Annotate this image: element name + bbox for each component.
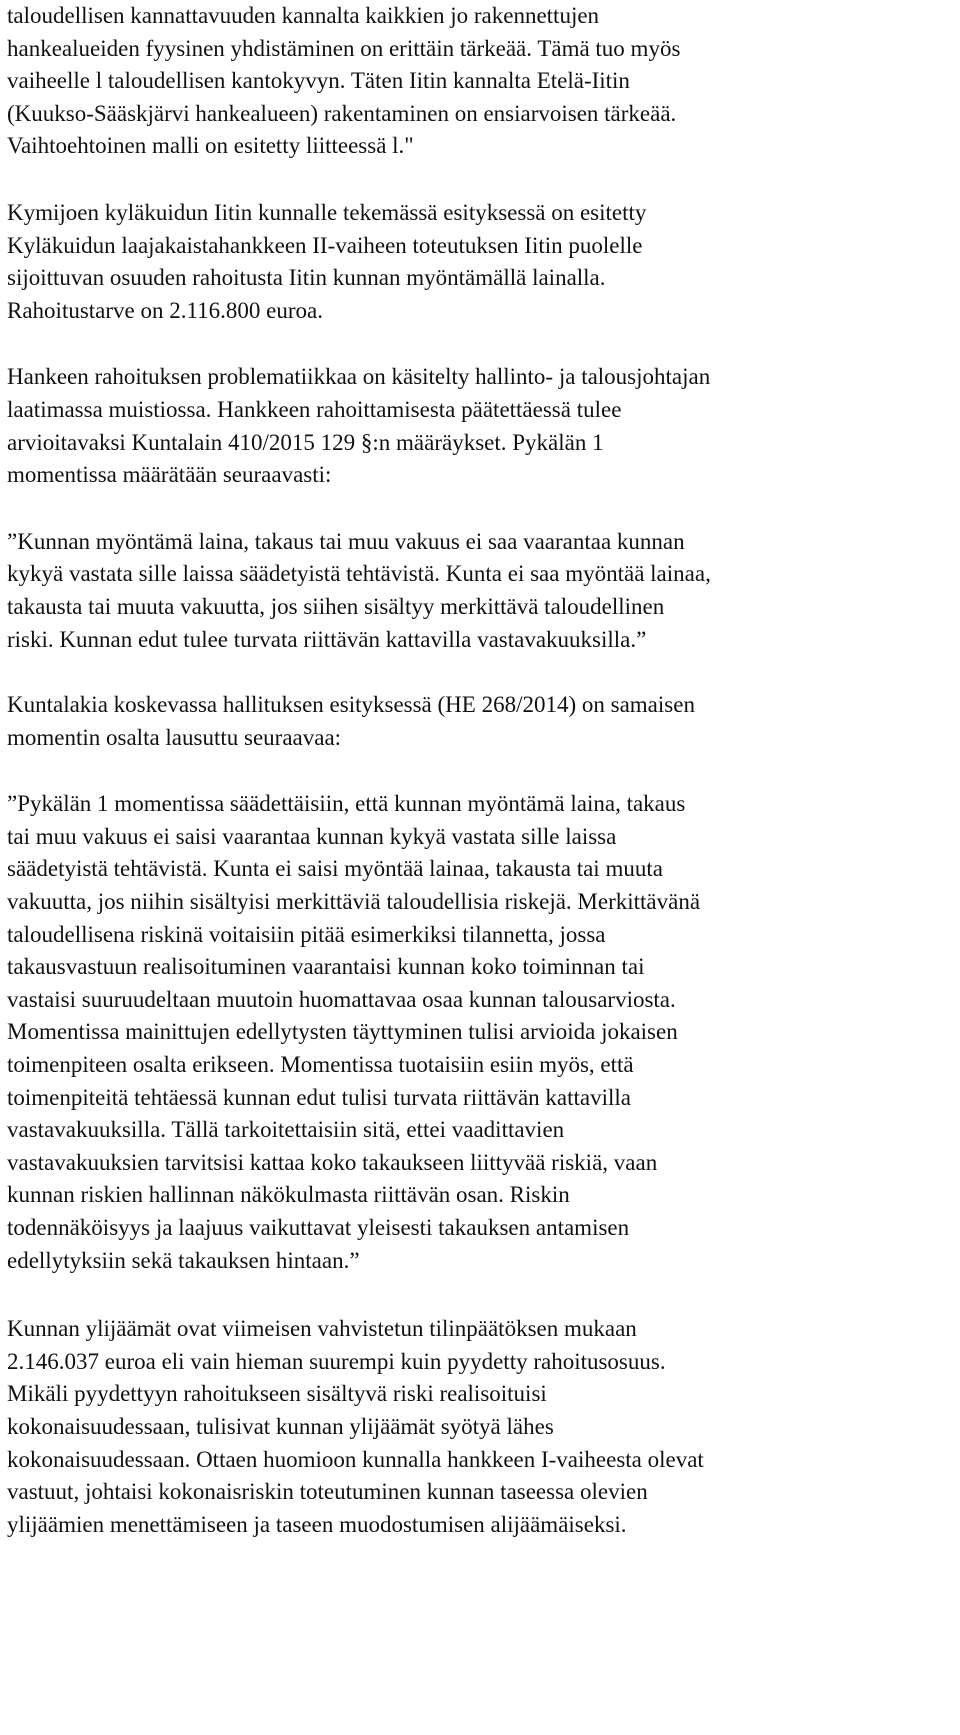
- text-line: tai muu vakuus ei saisi vaarantaa kunnan kykyä vastata sille laissa: [7, 823, 617, 849]
- text-line: Vaihtoehtoinen malli on esitetty liitteessä l.": [7, 133, 414, 159]
- text-line: vastuut, johtaisi kokonaisriskin toteutuminen kunnan taseessa olevien: [7, 1479, 648, 1505]
- text-line: Momentissa mainittujen edellytysten täyttyminen tulisi arvioida jokaisen: [7, 1019, 678, 1045]
- paragraph-gap: [7, 492, 960, 526]
- paragraph-gap: [7, 1277, 960, 1313]
- text-line: ”Kunnan myöntämä laina, takaus tai muu vakuus ei saa vaarantaa kunnan: [7, 528, 685, 554]
- text-line: kokonaisuudessaan, tulisivat kunnan ylijäämät syötyä lähes: [7, 1413, 554, 1439]
- paragraph-gap: [7, 754, 960, 788]
- text-line: edellytyksiin sekä takauksen hintaan.”: [7, 1247, 360, 1273]
- text-line: takausvastuun realisoituminen vaarantaisi kunnan koko toiminnan tai: [7, 954, 645, 980]
- text-line: Kunnan ylijäämät ovat viimeisen vahvistetun tilinpäätöksen mukaan: [7, 1316, 637, 1342]
- document-body: [7, 0, 960, 1541]
- text-line: vaiheelle l taloudellisen kantokyvyn. Täten Iitin kannalta Etelä-Iitin: [7, 68, 630, 94]
- paragraph-gap: [7, 163, 960, 197]
- text-line: kykyä vastata sille laissa säädetyistä tehtävistä. Kunta ei saa myöntää lainaa,: [7, 561, 711, 587]
- text-line: toimenpiteitä tehtäessä kunnan edut tulisi turvata riittävän kattavilla: [7, 1084, 632, 1110]
- text-line: vastavakuuksien tarvitsisi kattaa koko takaukseen liittyvää riskiä, vaan: [7, 1149, 658, 1175]
- text-line: sijoittuvan osuuden rahoitusta Iitin kunnan myöntämällä lainalla.: [7, 265, 606, 291]
- text-line: taloudellisen kannattavuuden kannalta kaikkien jo rakennettujen: [7, 3, 600, 28]
- text-line: 2.146.037 euroa eli vain hieman suurempi kuin pyydetty rahoitusosuus.: [7, 1348, 666, 1374]
- text-line: säädetyistä tehtävistä. Kunta ei saisi myöntää lainaa, takausta tai muuta: [7, 856, 663, 882]
- text-line: vastavakuuksilla. Tällä tarkoitettaisiin sitä, ettei vaadittavien: [7, 1117, 565, 1143]
- text-line: momentissa määrätään seuraavasti:: [7, 462, 332, 488]
- paragraph: [7, 361, 960, 491]
- text-line: ”Pykälän 1 momentissa säädettäisiin, että kunnan myöntämä laina, takaus: [7, 791, 686, 817]
- paragraph: [7, 0, 960, 163]
- paragraph: [7, 689, 960, 754]
- text-line: (Kuukso-Sääskjärvi hankealueen) rakentaminen on ensiarvoisen tärkeää.: [7, 100, 677, 126]
- text-line: toimenpiteen osalta erikseen. Momentissa tuotaisiin esiin myös, että: [7, 1052, 634, 1078]
- text-line: Mikäli pyydettyyn rahoitukseen sisältyvä riski realisoituisi: [7, 1381, 547, 1407]
- paragraph-gap: [7, 656, 960, 689]
- text-line: takausta tai muuta vakuutta, jos siihen sisältyy merkittävä taloudellinen: [7, 593, 665, 619]
- paragraph-gap: [7, 327, 960, 361]
- text-line: kunnan riskien hallinnan näkökulmasta riittävän osan. Riskin: [7, 1182, 570, 1208]
- text-line: Kymijoen kyläkuidun Iitin kunnalle tekemässä esityksessä on esitetty: [7, 199, 647, 225]
- text-line: kokonaisuudessaan. Ottaen huomioon kunnalla hankkeen I-vaiheesta olevat: [7, 1446, 704, 1472]
- text-line: Rahoitustarve on 2.116.800 euroa.: [7, 297, 323, 323]
- text-line: Hankeen rahoituksen problematiikkaa on käsitelty hallinto- ja talousjohtajan: [7, 364, 711, 390]
- text-line: arvioitavaksi Kuntalain 410/2015 129 §:n määräykset. Pykälän 1: [7, 429, 604, 455]
- text-line: todennäköisyys ja laajuus vaikuttavat yleisesti takauksen antamisen: [7, 1215, 630, 1240]
- paragraph: [7, 197, 960, 327]
- text-line: vakuutta, jos niihin sisältyisi merkittäviä taloudellisia riskejä. Merkittävänä: [7, 889, 701, 915]
- text-line: taloudellisena riskinä voitaisiin pitää esimerkiksi tilannetta, jossa: [7, 921, 606, 947]
- text-line: riski. Kunnan edut tulee turvata riittävän kattavilla vastavakuuksilla.”: [7, 626, 647, 652]
- text-line: laatimassa muistiossa. Hankkeen rahoittamisesta päätettäessä tulee: [7, 396, 622, 422]
- text-line: hankealueiden fyysinen yhdistäminen on erittäin tärkeää. Tämä tuo myös: [7, 35, 681, 61]
- text-line: ylijäämien menettämiseen ja taseen muodostumisen alijäämäiseksi.: [7, 1511, 627, 1537]
- text-line: vastaisi suuruudeltaan muutoin huomattavaa osaa kunnan talousarviosta.: [7, 986, 676, 1012]
- paragraph: [7, 1313, 960, 1541]
- text-line: momentin osalta lausuttu seuraavaa:: [7, 724, 342, 750]
- paragraph: [7, 526, 960, 656]
- paragraph: [7, 788, 960, 1277]
- text-line: Kuntalakia koskevassa hallituksen esityksessä (HE 268/2014) on samaisen: [7, 692, 695, 718]
- text-line: Kyläkuidun laajakaistahankkeen II-vaiheen toteutuksen Iitin puolelle: [7, 232, 643, 258]
